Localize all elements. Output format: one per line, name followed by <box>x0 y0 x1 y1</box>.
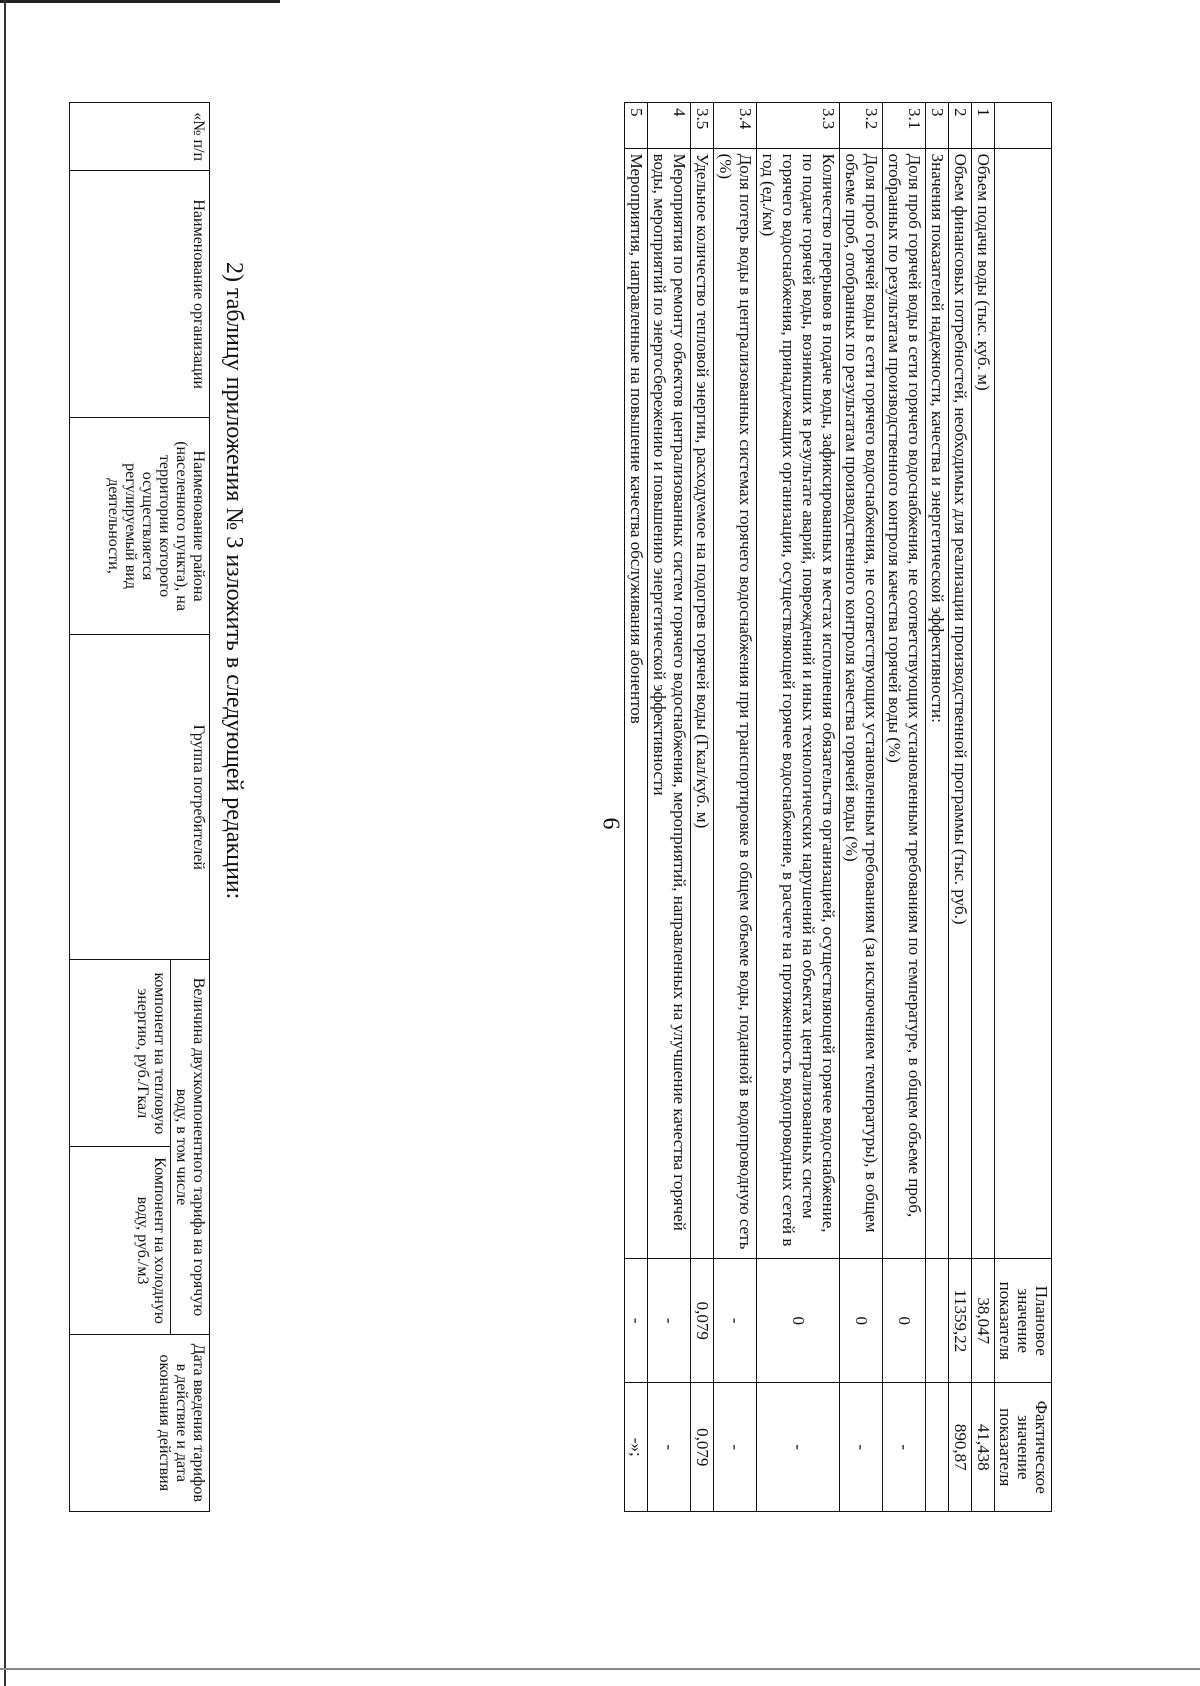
table-row <box>972 103 995 1512</box>
row-number: 3.2 <box>840 103 883 149</box>
row-text: Удельное количество тепловой энергии, расходуемое на подогрев горячей воды (Гкал/куб. м) <box>691 148 714 1258</box>
row-text: Доля потерь воды в централизованных системах горячего водоснабжения при транспортировке в общем объеме воды, поданной в водопроводную сеть (%) <box>714 148 757 1258</box>
row-text: Мероприятия, направленные на повышение качества обслуживания абонентов <box>625 148 648 1258</box>
table-row <box>883 103 926 1512</box>
row-actual <box>926 1383 949 1512</box>
amendment-text: 2) таблицу приложения № 3 изложить в следующей редакции: <box>221 262 247 900</box>
table-row <box>840 103 883 1512</box>
row-number: 3.4 <box>714 103 757 149</box>
row-planned <box>926 1259 949 1383</box>
header-tariff: Величина двухкомпонентного тарифа на горячую воду, в том числе <box>171 960 210 1334</box>
table-row <box>714 103 757 1512</box>
row-number: 5 <box>625 103 648 149</box>
table-header-row <box>995 103 1052 1512</box>
row-number: 3.1 <box>883 103 926 149</box>
table-row <box>757 103 840 1512</box>
row-text: Количество перерывов в подаче воды, зафиксированных в местах исполнения обязательств организацией, осуществляющей горячее водоснабжение, по подаче горячей воды, возникших в результате аварий, повреждений и иных технологических нарушений на объектах централизованных систем горячего водоснабжения, принадлежащих организации, осуществляющей горячее водоснабжение, в расчете на протяженность водопроводных сетей в год (ед./км) <box>757 148 840 1258</box>
row-actual: 0,079 <box>691 1383 714 1512</box>
header-district: Наименование района (населенного пункта), на территории которого осуществляется регулируемый вид деятельности, <box>70 417 210 634</box>
row-actual: 41,438 <box>972 1383 995 1512</box>
row-planned: - <box>714 1259 757 1383</box>
row-actual: - <box>648 1383 691 1512</box>
row-actual: 890,87 <box>949 1383 972 1512</box>
row-planned: 0 <box>840 1259 883 1383</box>
header-planned: Плановое значение показателя <box>995 1259 1052 1383</box>
row-planned: 11359,22 <box>949 1259 972 1383</box>
row-actual: - <box>757 1383 840 1512</box>
header-actual: Фактическое значение показателя <box>995 1383 1052 1512</box>
row-number: 3.5 <box>691 103 714 149</box>
row-text: Объем подачи воды (тыс. куб. м) <box>972 148 995 1258</box>
row-actual: - <box>714 1383 757 1512</box>
row-planned: 0 <box>757 1259 840 1383</box>
row-planned: 0,079 <box>691 1259 714 1383</box>
row-text: Значения показателей надежности, качества и энергетической эффективности: <box>926 148 949 1258</box>
scan-edge <box>4 0 6 1686</box>
header-cell <box>995 103 1052 149</box>
row-planned: 38,047 <box>972 1259 995 1383</box>
page-number: 6 <box>597 817 624 830</box>
table-row <box>949 103 972 1512</box>
header-heat-component: компонент на тепловую энергию, руб./Гкал <box>70 960 171 1147</box>
header-cell <box>995 148 1052 1258</box>
table-header-row <box>171 103 210 1512</box>
table-row <box>648 103 691 1512</box>
rotated-page-content <box>52 102 1052 1522</box>
header-cold-component: Компонент на холодную воду, руб./м3 <box>70 1147 171 1334</box>
header-date: Дата введения тарифов в действие и дата окончания действия <box>70 1334 210 1511</box>
row-text: Мероприятия по ремонту объектов централизованных систем горячего водоснабжения, мероприятий, направленных на улучшение качества горячей воды, мероприятий по энергосбережению и повышению энергетической эффективности <box>648 148 691 1258</box>
row-number: 3 <box>926 103 949 149</box>
row-actual: - <box>840 1383 883 1512</box>
row-actual: -»; <box>625 1383 648 1512</box>
table-row <box>691 103 714 1512</box>
row-planned: - <box>625 1259 648 1383</box>
row-number: 1 <box>972 103 995 149</box>
scan-edge <box>0 0 280 3</box>
row-number: 4 <box>648 103 691 149</box>
header-num: «№ п/п <box>70 103 210 171</box>
indicators-table <box>624 102 1052 1512</box>
row-text: Доля проб горячей воды в сети горячего водоснабжения, не соответствующих установленным требованиям по температуре, в общем объеме проб, отобранных по результатам производственного контроля качества горячей воды (%) <box>883 148 926 1258</box>
row-number: 3.3 <box>757 103 840 149</box>
tariff-table <box>69 102 210 1512</box>
table-row <box>926 103 949 1512</box>
row-planned: - <box>648 1259 691 1383</box>
row-text: Доля проб горячей воды в сети горячего водоснабжения, не соответствующих установленным требованиям (за исключением температуры), в общем объеме проб, отобранных по результатам производственного контроля качества горячей воды (%) <box>840 148 883 1258</box>
row-text: Объем финансовых потребностей, необходимых для реализации производственной программы (тыс. руб.) <box>949 148 972 1258</box>
header-consumer-group: Группа потребителей <box>70 635 210 960</box>
header-organization: Наименование организации <box>70 171 210 418</box>
row-number: 2 <box>949 103 972 149</box>
scan-edge <box>0 1668 1200 1670</box>
table-row <box>625 103 648 1512</box>
row-planned: 0 <box>883 1259 926 1383</box>
row-actual: - <box>883 1383 926 1512</box>
